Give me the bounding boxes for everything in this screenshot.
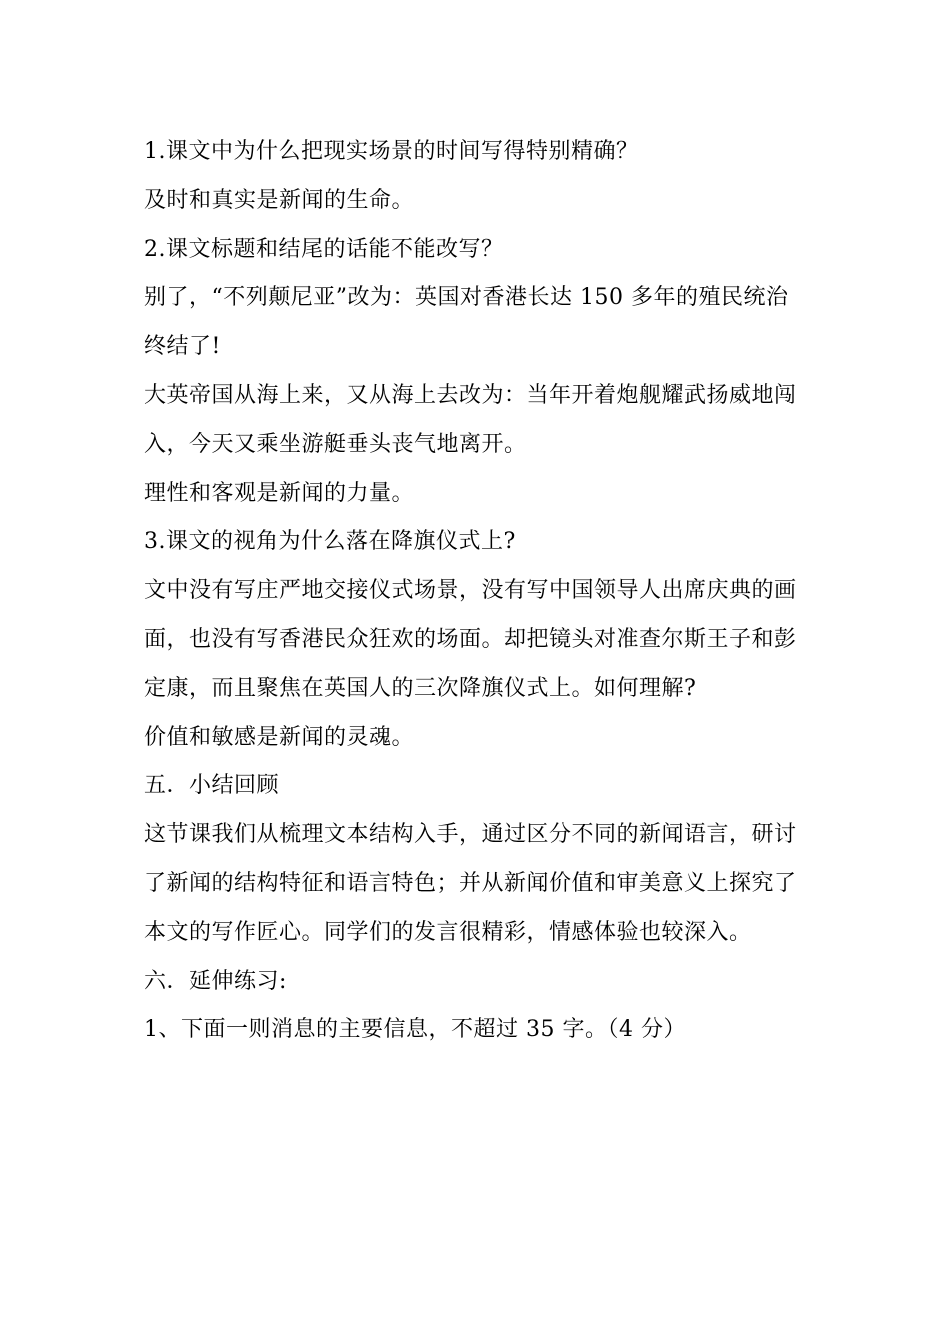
exercise-1: 1、下面一则消息的主要信息，不超过 35 字。（4 分）	[144, 1017, 686, 1043]
document-body	[144, 128, 814, 1055]
answer-2-line-4: 入，今天又乘坐游艇垂头丧气地离开。	[144, 431, 527, 457]
answer-2-line-3: 大英帝国从海上来，又从海上去改为：当年开着炮舰耀武扬威地闯	[144, 382, 797, 408]
summary-line-2: 了新闻的结构特征和语言特色；并从新闻价值和审美意义上探究了	[144, 870, 797, 896]
answer-2-conclusion: 理性和客观是新闻的力量。	[144, 480, 415, 506]
answer-2-line-2: 终结了!	[144, 334, 221, 360]
answer-3-conclusion: 价值和敏感是新闻的灵魂。	[144, 724, 415, 750]
question-1: 1.课文中为什么把现实场景的时间写得特别精确？	[144, 139, 639, 164]
question-3: 3.课文的视角为什么落在降旗仪式上?	[144, 529, 516, 555]
answer-3-line-3: 定康，而且聚焦在英国人的三次降旗仪式上。如何理解?	[144, 675, 697, 701]
section-6-heading: 六．延伸练习:	[144, 968, 287, 994]
answer-1: 及时和真实是新闻的生命。	[144, 187, 415, 213]
summary-line-1: 这节课我们从梳理文本结构入手，通过区分不同的新闻语言，研讨	[144, 822, 797, 848]
section-5-heading: 五．小结回顾	[144, 773, 280, 799]
answer-3-line-2: 面，也没有写香港民众狂欢的场面。却把镜头对准查尔斯王子和彭	[144, 626, 797, 652]
summary-line-3: 本文的写作匠心。同学们的发言很精彩，情感体验也较深入。	[144, 919, 752, 945]
answer-2-line-1: 别了，“不列颠尼亚”改为：英国对香港长达 150 多年的殖民统治	[144, 285, 789, 311]
answer-3-line-1: 文中没有写庄严地交接仪式场景，没有写中国领导人出席庆典的画	[144, 578, 797, 604]
question-2: 2.课文标题和结尾的话能不能改写？	[144, 236, 504, 262]
